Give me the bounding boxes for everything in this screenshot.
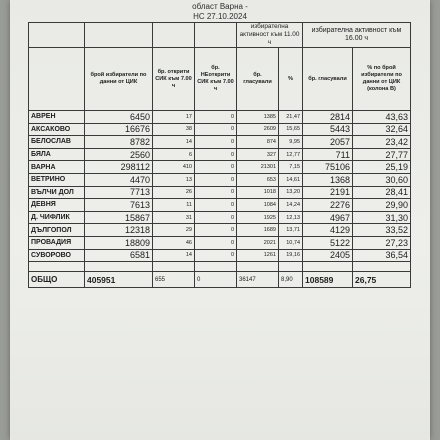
row-voters: 12318 — [85, 224, 153, 237]
row-closed: 0 — [195, 111, 237, 124]
row-voted-16: 5122 — [303, 236, 353, 249]
group-turnout-16: избирателна активност към 16.00 ч — [303, 23, 411, 48]
row-closed: 0 — [195, 236, 237, 249]
group-turnout-11: избирателна активност към 11.00 ч — [237, 23, 303, 48]
row-pct-16: 27,23 — [353, 236, 411, 249]
row-pct-11: 21,47 — [279, 111, 303, 124]
row-open: 11 — [153, 199, 195, 212]
row-closed: 0 — [195, 136, 237, 149]
row-voted-16: 4967 — [303, 211, 353, 224]
row-municipality: ВАРНА — [29, 161, 85, 174]
row-open: 14 — [153, 249, 195, 262]
col-header-pct-11: % — [279, 48, 303, 111]
total-voters: 405951 — [85, 272, 153, 288]
row-voted-11: 2021 — [237, 236, 279, 249]
col-header-voted-11: бр. гласували — [237, 48, 279, 111]
row-pct-16: 32,64 — [353, 123, 411, 136]
table-row — [29, 136, 411, 149]
row-open: 31 — [153, 211, 195, 224]
col-header-voted-16: бр. гласували — [303, 48, 353, 111]
total-label: ОБЩО — [29, 272, 85, 288]
row-voted-11: 21301 — [237, 161, 279, 174]
row-voters: 6450 — [85, 111, 153, 124]
row-voters: 2560 — [85, 148, 153, 161]
row-voted-11: 1385 — [237, 111, 279, 124]
row-voters: 7613 — [85, 199, 153, 212]
total-voted-16: 108589 — [303, 272, 353, 288]
row-municipality: ПРОВАДИЯ — [29, 236, 85, 249]
table-row — [29, 199, 411, 212]
row-pct-11: 13,20 — [279, 186, 303, 199]
row-closed: 0 — [195, 211, 237, 224]
row-closed: 0 — [195, 123, 237, 136]
row-municipality: БЯЛА — [29, 148, 85, 161]
table-row — [29, 173, 411, 186]
header-row-columns — [29, 48, 411, 111]
table-row — [29, 111, 411, 124]
row-voted-16: 2057 — [303, 136, 353, 149]
turnout-table — [28, 22, 411, 288]
row-municipality: БЕЛОСЛАВ — [29, 136, 85, 149]
header-region: област Варна - — [192, 2, 248, 11]
row-pct-16: 43,63 — [353, 111, 411, 124]
row-voters: 298112 — [85, 161, 153, 174]
row-municipality: Д. ЧИФЛИК — [29, 211, 85, 224]
row-voted-16: 2191 — [303, 186, 353, 199]
row-voted-16: 2814 — [303, 111, 353, 124]
row-municipality: ДЪЛГОПОЛ — [29, 224, 85, 237]
row-pct-11: 15,65 — [279, 123, 303, 136]
row-voters: 4470 — [85, 173, 153, 186]
table-row — [29, 186, 411, 199]
row-voters: 18809 — [85, 236, 153, 249]
row-pct-11: 19,16 — [279, 249, 303, 262]
row-pct-16: 30,60 — [353, 173, 411, 186]
row-municipality: ВЕТРИНО — [29, 173, 85, 186]
row-pct-11: 12,77 — [279, 148, 303, 161]
row-voted-16: 75106 — [303, 161, 353, 174]
table-row — [29, 224, 411, 237]
row-pct-16: 31,30 — [353, 211, 411, 224]
total-pct-11: 8,90 — [279, 272, 303, 288]
row-open: 26 — [153, 186, 195, 199]
row-voted-16: 1368 — [303, 173, 353, 186]
table-row — [29, 211, 411, 224]
row-closed: 0 — [195, 199, 237, 212]
spacer-row — [29, 262, 411, 272]
row-pct-16: 28,41 — [353, 186, 411, 199]
col-header-municipality — [29, 48, 85, 111]
row-open: 29 — [153, 224, 195, 237]
row-voted-16: 711 — [303, 148, 353, 161]
table-row — [29, 236, 411, 249]
row-open: 38 — [153, 123, 195, 136]
row-closed: 0 — [195, 148, 237, 161]
row-pct-16: 29,90 — [353, 199, 411, 212]
row-open: 410 — [153, 161, 195, 174]
row-municipality: АВРЕН — [29, 111, 85, 124]
row-pct-16: 36,54 — [353, 249, 411, 262]
row-voters: 7713 — [85, 186, 153, 199]
row-voted-16: 2276 — [303, 199, 353, 212]
row-voted-11: 1925 — [237, 211, 279, 224]
row-voted-11: 1084 — [237, 199, 279, 212]
table-row — [29, 148, 411, 161]
row-voted-11: 1261 — [237, 249, 279, 262]
row-voters: 8782 — [85, 136, 153, 149]
row-voters: 16676 — [85, 123, 153, 136]
row-open: 14 — [153, 136, 195, 149]
total-voted-11: 36147 — [237, 272, 279, 288]
row-voted-11: 2609 — [237, 123, 279, 136]
header-election: НС 27.10.2024 — [193, 12, 247, 21]
row-pct-11: 10,74 — [279, 236, 303, 249]
row-voted-11: 1689 — [237, 224, 279, 237]
row-voters: 15867 — [85, 211, 153, 224]
col-header-pct-16: % по брой избиратели по данни от ЦИК (колона В) — [353, 48, 411, 111]
col-header-closed: бр. НЕоткрити СИК към 7.00 ч — [195, 48, 237, 111]
row-voted-11: 327 — [237, 148, 279, 161]
row-pct-11: 13,71 — [279, 224, 303, 237]
row-pct-11: 14,24 — [279, 199, 303, 212]
row-voted-11: 1018 — [237, 186, 279, 199]
row-pct-11: 14,61 — [279, 173, 303, 186]
row-pct-11: 12,13 — [279, 211, 303, 224]
table-row — [29, 161, 411, 174]
row-closed: 0 — [195, 249, 237, 262]
table-row — [29, 123, 411, 136]
col-header-voters: брой избиратели по данни от ЦИК — [85, 48, 153, 111]
row-pct-16: 27,77 — [353, 148, 411, 161]
row-open: 17 — [153, 111, 195, 124]
row-voted-11: 874 — [237, 136, 279, 149]
total-pct-16: 26,75 — [353, 272, 411, 288]
row-closed: 0 — [195, 224, 237, 237]
row-open: 13 — [153, 173, 195, 186]
row-municipality: СУВОРОВО — [29, 249, 85, 262]
row-voted-11: 653 — [237, 173, 279, 186]
row-voted-16: 2405 — [303, 249, 353, 262]
header-row-groups — [29, 23, 411, 48]
row-open: 46 — [153, 236, 195, 249]
row-open: 6 — [153, 148, 195, 161]
row-pct-16: 25,19 — [353, 161, 411, 174]
row-closed: 0 — [195, 186, 237, 199]
row-municipality: ДЕВНЯ — [29, 199, 85, 212]
row-municipality: АКСАКОВО — [29, 123, 85, 136]
row-municipality: ВЪЛЧИ ДОЛ — [29, 186, 85, 199]
table-row — [29, 249, 411, 262]
row-pct-16: 33,52 — [353, 224, 411, 237]
row-closed: 0 — [195, 173, 237, 186]
row-pct-16: 23,42 — [353, 136, 411, 149]
row-pct-11: 9,95 — [279, 136, 303, 149]
row-closed: 0 — [195, 161, 237, 174]
total-row — [29, 272, 411, 288]
row-voted-16: 4129 — [303, 224, 353, 237]
total-closed: 0 — [195, 272, 237, 288]
row-voted-16: 5443 — [303, 123, 353, 136]
total-open: 655 — [153, 272, 195, 288]
table-body — [29, 111, 411, 262]
col-header-open: бр. открити СИК към 7.00 ч — [153, 48, 195, 111]
row-voters: 6581 — [85, 249, 153, 262]
row-pct-11: 7,15 — [279, 161, 303, 174]
